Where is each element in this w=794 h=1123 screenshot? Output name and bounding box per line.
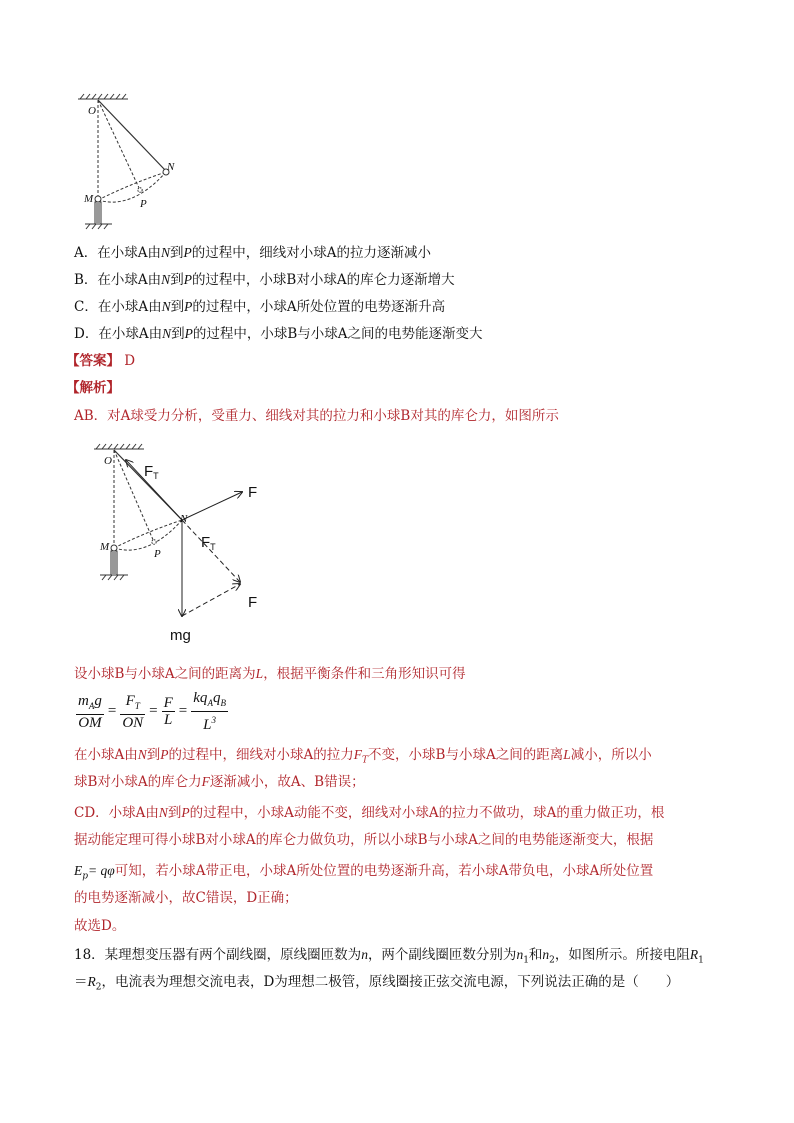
answer-line — [66, 351, 135, 371]
label-F-bottom: F — [248, 594, 258, 611]
vector-FT — [126, 460, 182, 520]
label-P: P — [154, 548, 161, 560]
ground-hatch — [102, 575, 124, 580]
answer-tag: 【答案】 — [66, 353, 120, 369]
label-M: M — [100, 541, 110, 553]
frac-f-l: $\frac{F}{L}$ — [163, 695, 173, 728]
ball-M — [111, 545, 117, 551]
equilibrium-formula: $\frac{m_Ag}{OM}$ = $\frac{F_T}{ON}$ = $\frac{F}{L}$ = $\frac{kq_Aq_B}{L^3}$ — [78, 690, 226, 733]
para1-line1: 在小球A由N到P的过程中，细线对小球A的拉力$F_T$不变，小球B与小球A之间的距离L减小，所以小 — [74, 747, 652, 766]
frac-ft-on: $\frac{F_T}{ON}$ — [122, 692, 144, 731]
option-c: C．在小球A由N到P的过程中，小球A所处位置的电势逐渐升高 — [74, 299, 446, 315]
option-b: B．在小球A由N到P的过程中，小球B对小球A的库仑力逐渐增大 — [74, 272, 455, 288]
label-N: N — [167, 161, 175, 173]
ball-M — [95, 196, 101, 202]
conclusion: 故选D。 — [74, 918, 126, 934]
answer-value: D — [124, 353, 136, 369]
question-18-line2: $=R_2$，电流表为理想交流电表，D为理想二极管，原线圈接正弦交流电源，下列说法正确的是（ ） — [74, 974, 680, 993]
option-d: D．在小球A由N到P的过程中，小球B与小球A之间的电势能逐渐变大 — [74, 326, 483, 342]
label-O: O — [88, 105, 96, 117]
frac-mag-om: $\frac{m_Ag}{OM}$ — [78, 692, 102, 731]
para2-line4: 的电势逐渐减小，故C错误，D正确； — [74, 890, 298, 906]
string-ON — [98, 100, 165, 170]
dashed-arc-upper — [114, 520, 182, 548]
question-18-line1: 18．某理想变压器有两个副线圈，原线圈匝数为n，两个副线圈匝数分别为$n_1$和$n_2$，如图所示。所接电阻$R_1$ — [74, 947, 704, 966]
label-FT-bottom: $F_T$ — [201, 534, 216, 552]
dashed-arc-lower — [98, 172, 166, 202]
frac-coulomb: $\frac{kq_Aq_B}{L^3}$ — [193, 690, 226, 733]
ceiling-hatch — [80, 94, 126, 99]
vector-F — [182, 492, 242, 520]
option-a: A．在小球A由N到P的过程中，细线对小球A的拉力逐渐减小 — [74, 245, 432, 261]
stand — [111, 551, 117, 575]
label-M: M — [84, 193, 94, 205]
label-F-top: F — [248, 484, 258, 501]
dashed-arc-upper — [98, 172, 166, 200]
ceiling-hatch — [96, 444, 142, 449]
dashed-arc-lower — [114, 520, 182, 550]
set-distance-line: 设小球B与小球A之间的距离为L，根据平衡条件和三角形知识可得 — [74, 666, 466, 682]
ball-P — [138, 188, 142, 192]
ab-intro: AB．对A球受力分析，受重力、细线对其的拉力和小球B对其的库仑力，如图所示 — [74, 408, 559, 424]
label-N: N — [180, 513, 188, 525]
para1-line2: 球B对小球A的库仑力F逐渐减小，故A、B错误； — [74, 774, 365, 790]
label-P: P — [140, 198, 147, 210]
dashed-OP — [98, 100, 140, 190]
pendulum-figure-1 — [70, 92, 200, 232]
ball-P — [152, 540, 156, 544]
stand — [95, 202, 101, 224]
para2-line1: CD．小球A由N到P的过程中，小球A动能不变，细线对小球A的拉力不做功，球A的重力做正功，根 — [74, 805, 665, 821]
label-O: O — [104, 455, 112, 467]
ground-hatch — [86, 224, 108, 229]
analysis-tag: 【解析】 — [66, 380, 120, 396]
label-FT-top: $F_T$ — [144, 463, 159, 481]
force-diagram-figure-2 — [88, 442, 288, 647]
para2-line2: 据动能定理可得小球B对小球A的库仑力做负功，所以小球B与小球A之间的电势能逐渐变大，根据 — [74, 832, 654, 848]
label-mg: mg — [170, 627, 191, 644]
para2-line3: $E_p= q\varphi$可知，若小球A带正电，小球A所处位置的电势逐渐升高，若小球A带负电，小球A所处位置 — [74, 863, 654, 882]
dashed-F-copy — [182, 584, 240, 616]
